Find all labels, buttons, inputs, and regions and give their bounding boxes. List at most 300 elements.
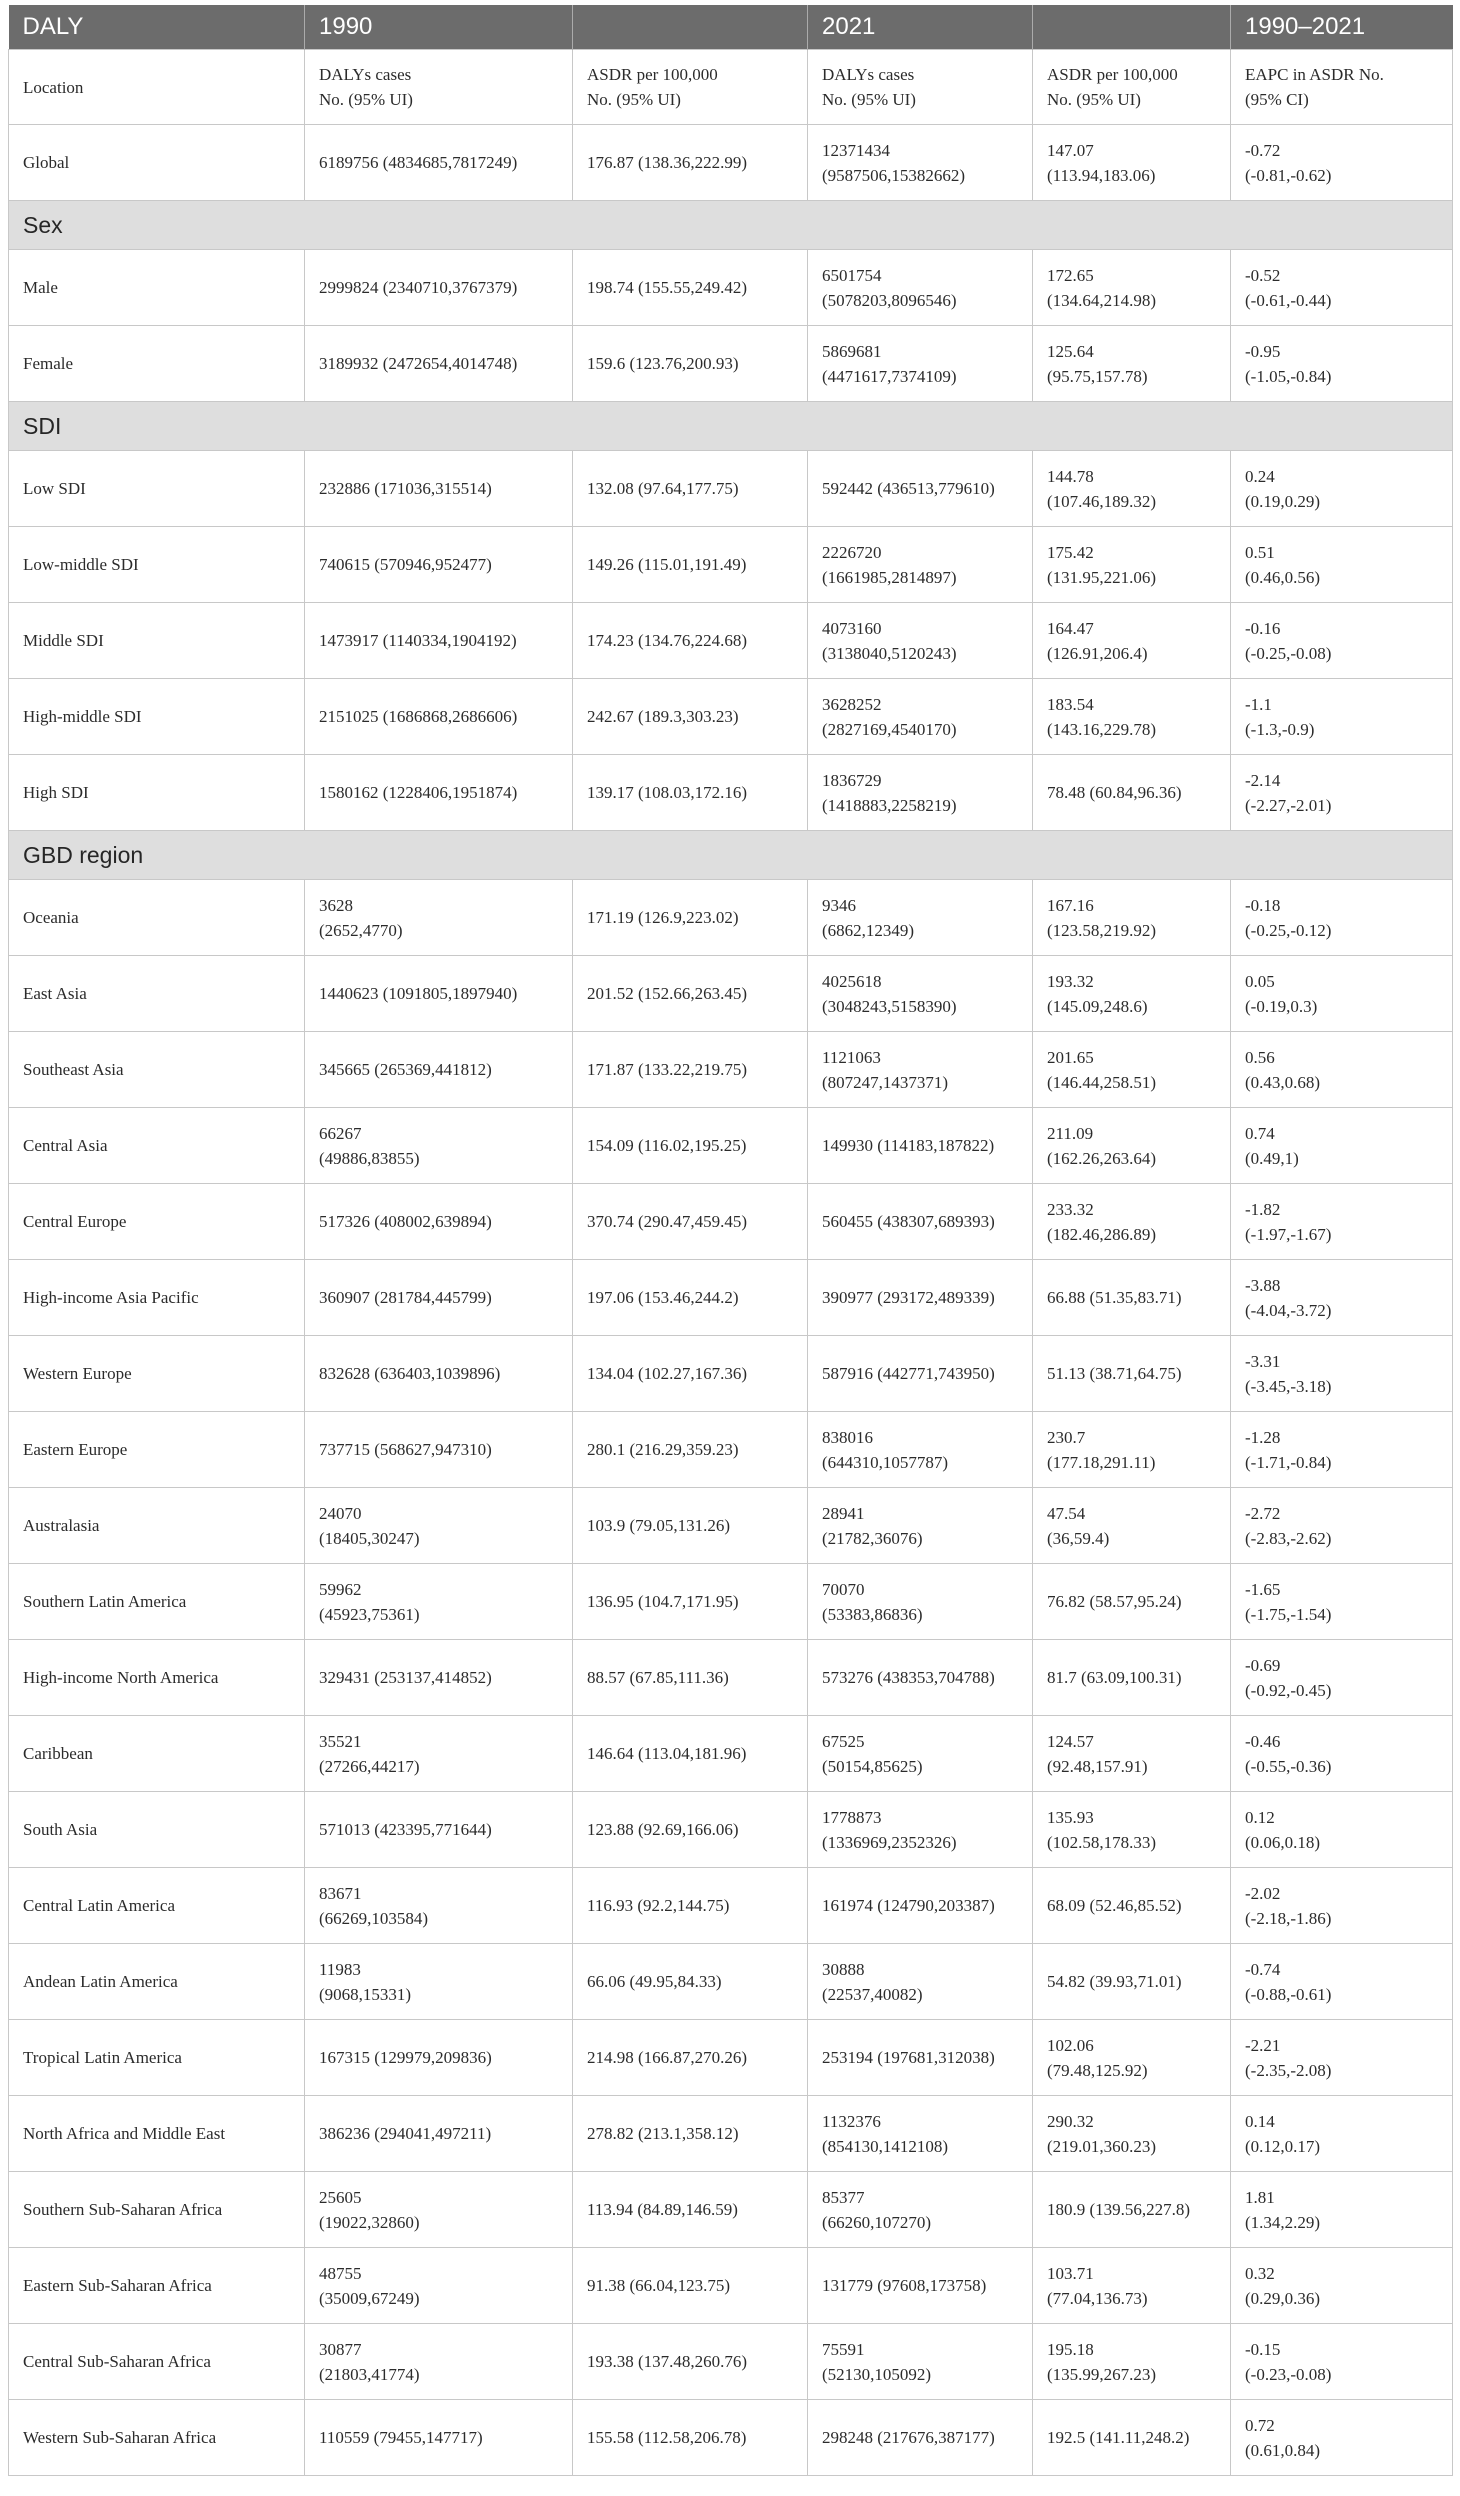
cell-line: 134.04 (102.27,167.36) bbox=[587, 1364, 748, 1383]
cell-dalys-1990 bbox=[305, 1944, 573, 2020]
cell-location bbox=[9, 2400, 305, 2476]
cell-line: Global bbox=[23, 153, 70, 172]
table-row bbox=[9, 679, 1453, 755]
cell-line: (145.09,248.6) bbox=[1047, 996, 1148, 1016]
cell-line: 180.9 (139.56,227.8) bbox=[1047, 2200, 1191, 2219]
cell-line: (146.44,258.51) bbox=[1047, 1072, 1157, 1092]
cell-dalys-2021 bbox=[808, 880, 1033, 956]
cell-eapc bbox=[1231, 1336, 1453, 1412]
cell-eapc bbox=[1231, 2248, 1453, 2324]
column-labels-row bbox=[9, 50, 1453, 125]
cell-dalys-1990 bbox=[305, 1032, 573, 1108]
cell-dalys-2021 bbox=[808, 1336, 1033, 1412]
cell-dalys-1990 bbox=[305, 326, 573, 402]
cell-location bbox=[9, 1488, 305, 1564]
cell-dalys-1990 bbox=[305, 603, 573, 679]
cell-line: -3.31 bbox=[1245, 1351, 1281, 1371]
cell-asdr-2021 bbox=[1033, 2020, 1231, 2096]
cell-line: 214.98 (166.87,270.26) bbox=[587, 2048, 748, 2067]
cell-dalys-2021 bbox=[808, 2248, 1033, 2324]
label-location-text: Location bbox=[23, 77, 84, 97]
cell-line: -0.74 bbox=[1245, 1959, 1281, 1979]
cell-line: 78.48 (60.84,96.36) bbox=[1047, 783, 1182, 802]
cell-line: 838016 bbox=[822, 1427, 873, 1447]
cell-line: 24070 bbox=[319, 1503, 362, 1523]
cell-dalys-1990 bbox=[305, 1336, 573, 1412]
cell-line: 135.93 bbox=[1047, 1807, 1094, 1827]
cell-location bbox=[9, 1184, 305, 1260]
cell-eapc bbox=[1231, 1640, 1453, 1716]
cell-line: 573276 (438353,704788) bbox=[822, 1668, 995, 1687]
cell-eapc bbox=[1231, 1032, 1453, 1108]
cell-asdr-2021 bbox=[1033, 1716, 1231, 1792]
cell-eapc bbox=[1231, 2096, 1453, 2172]
cell-line: 4025618 bbox=[822, 971, 882, 991]
cell-line: (1661985,2814897) bbox=[822, 567, 957, 587]
cell-line: Middle SDI bbox=[23, 631, 104, 650]
cell-line: 81.7 (63.09,100.31) bbox=[1047, 1668, 1182, 1687]
cell-dalys-2021 bbox=[808, 2400, 1033, 2476]
cell-line: 167.16 bbox=[1047, 895, 1094, 915]
cell-line: 11983 bbox=[319, 1959, 361, 1979]
cell-line: (5078203,8096546) bbox=[822, 290, 957, 310]
cell-line: (53383,86836) bbox=[822, 1604, 923, 1624]
cell-dalys-2021 bbox=[808, 2096, 1033, 2172]
cell-line: North Africa and Middle East bbox=[23, 2124, 226, 2143]
cell-line: 587916 (442771,743950) bbox=[822, 1364, 995, 1383]
cell-line: 155.58 (112.58,206.78) bbox=[587, 2428, 747, 2447]
cell-line: Female bbox=[23, 354, 74, 373]
cell-line: (79.48,125.92) bbox=[1047, 2060, 1148, 2080]
table-row bbox=[9, 1716, 1453, 1792]
cell-line: 740615 (570946,952477) bbox=[319, 555, 492, 574]
cell-line: 28941 bbox=[822, 1503, 865, 1523]
cell-line: 560455 (438307,689393) bbox=[822, 1212, 995, 1231]
cell-line: 211.09 bbox=[1047, 1123, 1094, 1143]
table-row bbox=[9, 250, 1453, 326]
cell-dalys-1990 bbox=[305, 1108, 573, 1184]
cell-eapc bbox=[1231, 1260, 1453, 1336]
cell-line: (-4.04,-3.72) bbox=[1245, 1300, 1332, 1320]
cell-line: 167315 (129979,209836) bbox=[319, 2048, 492, 2067]
cell-dalys-2021 bbox=[808, 451, 1033, 527]
cell-line: 66.88 (51.35,83.71) bbox=[1047, 1288, 1182, 1307]
cell-eapc bbox=[1231, 755, 1453, 831]
cell-line: 149930 (114183,187822) bbox=[822, 1136, 995, 1155]
cell-asdr-2021 bbox=[1033, 679, 1231, 755]
cell-dalys-1990 bbox=[305, 527, 573, 603]
cell-line: 149.26 (115.01,191.49) bbox=[587, 555, 747, 574]
cell-line: (807247,1437371) bbox=[822, 1072, 949, 1092]
cell-line: 0.56 bbox=[1245, 1047, 1275, 1067]
cell-line: 3628252 bbox=[822, 694, 882, 714]
cell-line: 192.5 (141.11,248.2) bbox=[1047, 2428, 1190, 2447]
cell-line: (-0.25,-0.08) bbox=[1245, 643, 1332, 663]
section-row bbox=[9, 402, 1453, 451]
cell-eapc bbox=[1231, 2020, 1453, 2096]
cell-line: 233.32 bbox=[1047, 1199, 1094, 1219]
cell-line: (-0.19,0.3) bbox=[1245, 996, 1318, 1016]
cell-line: 30888 bbox=[822, 1959, 865, 1979]
cell-asdr-1990 bbox=[573, 451, 808, 527]
cell-line: (0.29,0.36) bbox=[1245, 2288, 1321, 2308]
cell-asdr-2021 bbox=[1033, 1564, 1231, 1640]
cell-line: Central Sub-Saharan Africa bbox=[23, 2352, 211, 2371]
cell-eapc bbox=[1231, 2172, 1453, 2248]
cell-location bbox=[9, 1640, 305, 1716]
label-asdr-1990 bbox=[573, 50, 808, 125]
cell-line: -0.16 bbox=[1245, 618, 1281, 638]
cell-dalys-2021 bbox=[808, 326, 1033, 402]
cell-line: 592442 (436513,779610) bbox=[822, 479, 995, 498]
cell-dalys-2021 bbox=[808, 2324, 1033, 2400]
cell-line: (36,59.4) bbox=[1047, 1528, 1110, 1548]
cell-dalys-2021 bbox=[808, 250, 1033, 326]
cell-line: 132.08 (97.64,177.75) bbox=[587, 479, 739, 498]
cell-line: 0.51 bbox=[1245, 542, 1275, 562]
label-asdr-2021 bbox=[1033, 50, 1231, 125]
cell-line: Low SDI bbox=[23, 479, 86, 498]
cell-location bbox=[9, 956, 305, 1032]
cell-line: (-3.45,-3.18) bbox=[1245, 1376, 1332, 1396]
cell-asdr-1990 bbox=[573, 125, 808, 201]
cell-asdr-2021 bbox=[1033, 1640, 1231, 1716]
cell-eapc bbox=[1231, 1792, 1453, 1868]
table-row bbox=[9, 880, 1453, 956]
cell-asdr-1990 bbox=[573, 679, 808, 755]
cell-eapc bbox=[1231, 250, 1453, 326]
cell-asdr-1990 bbox=[573, 1868, 808, 1944]
cell-line: 253194 (197681,312038) bbox=[822, 2048, 995, 2067]
cell-line: Australasia bbox=[23, 1516, 100, 1535]
cell-dalys-1990 bbox=[305, 1564, 573, 1640]
cell-asdr-1990 bbox=[573, 1488, 808, 1564]
cell-location bbox=[9, 2020, 305, 2096]
cell-location bbox=[9, 679, 305, 755]
cell-line: Tropical Latin America bbox=[23, 2048, 182, 2067]
cell-line: 2226720 bbox=[822, 542, 882, 562]
cell-line: (9068,15331) bbox=[319, 1984, 412, 2004]
cell-asdr-2021 bbox=[1033, 1260, 1231, 1336]
cell-asdr-1990 bbox=[573, 2172, 808, 2248]
cell-location bbox=[9, 125, 305, 201]
cell-dalys-2021 bbox=[808, 1716, 1033, 1792]
cell-asdr-2021 bbox=[1033, 880, 1231, 956]
cell-line: 75591 bbox=[822, 2339, 865, 2359]
cell-asdr-2021 bbox=[1033, 2172, 1231, 2248]
cell-line: 147.07 bbox=[1047, 140, 1094, 160]
cell-line: 66.06 (49.95,84.33) bbox=[587, 1972, 722, 1991]
cell-dalys-1990 bbox=[305, 2400, 573, 2476]
table-row bbox=[9, 2096, 1453, 2172]
cell-line: (644310,1057787) bbox=[822, 1452, 949, 1472]
cell-line: 1473917 (1140334,1904192) bbox=[319, 631, 517, 650]
cell-location bbox=[9, 603, 305, 679]
cell-line: High SDI bbox=[23, 783, 89, 802]
cell-line: (9587506,15382662) bbox=[822, 165, 966, 185]
cell-line: (0.61,0.84) bbox=[1245, 2440, 1321, 2460]
cell-dalys-1990 bbox=[305, 1640, 573, 1716]
cell-asdr-1990 bbox=[573, 1716, 808, 1792]
cell-line: 197.06 (153.46,244.2) bbox=[587, 1288, 739, 1307]
cell-line: (45923,75361) bbox=[319, 1604, 420, 1624]
cell-line: (143.16,229.78) bbox=[1047, 719, 1157, 739]
cell-line: (1.34,2.29) bbox=[1245, 2212, 1321, 2232]
cell-location bbox=[9, 326, 305, 402]
cell-line: 136.95 (104.7,171.95) bbox=[587, 1592, 739, 1611]
cell-line: (134.64,214.98) bbox=[1047, 290, 1157, 310]
table-row bbox=[9, 451, 1453, 527]
cell-line: 103.9 (79.05,131.26) bbox=[587, 1516, 731, 1535]
cell-line: (-0.25,-0.12) bbox=[1245, 920, 1332, 940]
cell-asdr-1990 bbox=[573, 603, 808, 679]
cell-line: Central Europe bbox=[23, 1212, 127, 1231]
cell-asdr-1990 bbox=[573, 2324, 808, 2400]
cell-line: Southern Latin America bbox=[23, 1592, 187, 1611]
cell-line: 345665 (265369,441812) bbox=[319, 1060, 492, 1079]
cell-eapc bbox=[1231, 1108, 1453, 1184]
cell-line: (2827169,4540170) bbox=[822, 719, 957, 739]
cell-line: (92.48,157.91) bbox=[1047, 1756, 1148, 1776]
cell-line: -1.82 bbox=[1245, 1199, 1281, 1219]
cell-dalys-2021 bbox=[808, 679, 1033, 755]
cell-line: 48755 bbox=[319, 2263, 362, 2283]
cell-asdr-1990 bbox=[573, 1108, 808, 1184]
cell-asdr-2021 bbox=[1033, 956, 1231, 1032]
cell-line: (3138040,5120243) bbox=[822, 643, 957, 663]
cell-asdr-1990 bbox=[573, 1336, 808, 1412]
cell-line: (52130,105092) bbox=[822, 2364, 932, 2384]
cell-line: (77.04,136.73) bbox=[1047, 2288, 1148, 2308]
cell-line: 154.09 (116.02,195.25) bbox=[587, 1136, 747, 1155]
cell-location bbox=[9, 2324, 305, 2400]
cell-asdr-1990 bbox=[573, 250, 808, 326]
cell-dalys-2021 bbox=[808, 1640, 1033, 1716]
cell-line: 198.74 (155.55,249.42) bbox=[587, 278, 748, 297]
label-line: No. (95% UI) bbox=[587, 90, 681, 109]
cell-dalys-1990 bbox=[305, 2020, 573, 2096]
cell-asdr-1990 bbox=[573, 2096, 808, 2172]
cell-line: 66267 bbox=[319, 1123, 362, 1143]
cell-line: 161974 (124790,203387) bbox=[822, 1896, 995, 1915]
cell-dalys-2021 bbox=[808, 527, 1033, 603]
cell-line: 25605 bbox=[319, 2187, 362, 2207]
cell-asdr-2021 bbox=[1033, 1032, 1231, 1108]
cell-line: (2652,4770) bbox=[319, 920, 403, 940]
cell-line: High-middle SDI bbox=[23, 707, 142, 726]
cell-dalys-1990 bbox=[305, 250, 573, 326]
cell-line: (0.46,0.56) bbox=[1245, 567, 1321, 587]
cell-line: (162.26,263.64) bbox=[1047, 1148, 1157, 1168]
cell-line: (113.94,183.06) bbox=[1047, 165, 1156, 185]
cell-line: (1418883,2258219) bbox=[822, 795, 957, 815]
cell-line: Central Asia bbox=[23, 1136, 108, 1155]
cell-line: Southeast Asia bbox=[23, 1060, 124, 1079]
cell-line: 298248 (217676,387177) bbox=[822, 2428, 995, 2447]
label-line: (95% CI) bbox=[1245, 90, 1309, 109]
cell-dalys-2021 bbox=[808, 1868, 1033, 1944]
cell-line: 9346 bbox=[822, 895, 856, 915]
table-row bbox=[9, 755, 1453, 831]
cell-dalys-1990 bbox=[305, 2172, 573, 2248]
cell-line: 201.65 bbox=[1047, 1047, 1094, 1067]
table-row bbox=[9, 1488, 1453, 1564]
cell-dalys-1990 bbox=[305, 125, 573, 201]
cell-line: 54.82 (39.93,71.01) bbox=[1047, 1972, 1182, 1991]
cell-line: (22537,40082) bbox=[822, 1984, 923, 2004]
cell-asdr-2021 bbox=[1033, 1792, 1231, 1868]
cell-asdr-2021 bbox=[1033, 1108, 1231, 1184]
cell-line: (135.99,267.23) bbox=[1047, 2364, 1157, 2384]
label-line: ASDR per 100,000 bbox=[1047, 65, 1178, 84]
cell-location bbox=[9, 1260, 305, 1336]
cell-line: 59962 bbox=[319, 1579, 362, 1599]
cell-line: (0.12,0.17) bbox=[1245, 2136, 1321, 2156]
cell-dalys-2021 bbox=[808, 1184, 1033, 1260]
cell-location bbox=[9, 250, 305, 326]
cell-line: (18405,30247) bbox=[319, 1528, 420, 1548]
cell-line: (4471617,7374109) bbox=[822, 366, 957, 386]
cell-asdr-2021 bbox=[1033, 1412, 1231, 1488]
label-line: No. (95% UI) bbox=[319, 90, 413, 109]
cell-line: (1336969,2352326) bbox=[822, 1832, 957, 1852]
cell-line: 1132376 bbox=[822, 2111, 881, 2131]
cell-asdr-1990 bbox=[573, 2400, 808, 2476]
cell-eapc bbox=[1231, 2324, 1453, 2400]
cell-line: (21782,36076) bbox=[822, 1528, 923, 1548]
cell-location bbox=[9, 1944, 305, 2020]
cell-line: Male bbox=[23, 278, 58, 297]
cell-line: Southern Sub-Saharan Africa bbox=[23, 2200, 223, 2219]
cell-line: 242.67 (189.3,303.23) bbox=[587, 707, 739, 726]
cell-line: -0.69 bbox=[1245, 1655, 1281, 1675]
cell-line: (126.91,206.4) bbox=[1047, 643, 1148, 663]
cell-eapc bbox=[1231, 1564, 1453, 1640]
cell-line: (-0.88,-0.61) bbox=[1245, 1984, 1332, 2004]
cell-line: 0.72 bbox=[1245, 2415, 1275, 2435]
table-row bbox=[9, 1640, 1453, 1716]
cell-line: -0.46 bbox=[1245, 1731, 1281, 1751]
cell-line: East Asia bbox=[23, 984, 87, 1003]
cell-line: 832628 (636403,1039896) bbox=[319, 1364, 501, 1383]
cell-asdr-1990 bbox=[573, 2020, 808, 2096]
cell-line: 0.24 bbox=[1245, 466, 1275, 486]
cell-line: (182.46,286.89) bbox=[1047, 1224, 1157, 1244]
cell-line: -2.72 bbox=[1245, 1503, 1281, 1523]
cell-line: (-2.35,-2.08) bbox=[1245, 2060, 1332, 2080]
cell-line: 103.71 bbox=[1047, 2263, 1094, 2283]
cell-line: South Asia bbox=[23, 1820, 98, 1839]
cell-line: (-0.23,-0.08) bbox=[1245, 2364, 1332, 2384]
cell-asdr-2021 bbox=[1033, 1944, 1231, 2020]
cell-line: (-1.97,-1.67) bbox=[1245, 1224, 1332, 1244]
cell-asdr-1990 bbox=[573, 1032, 808, 1108]
cell-line: Central Latin America bbox=[23, 1896, 175, 1915]
cell-line: (219.01,360.23) bbox=[1047, 2136, 1157, 2156]
cell-line: Eastern Sub-Saharan Africa bbox=[23, 2276, 212, 2295]
cell-line: 737715 (568627,947310) bbox=[319, 1440, 492, 1459]
table-row bbox=[9, 2400, 1453, 2476]
cell-line: (-1.05,-0.84) bbox=[1245, 366, 1332, 386]
cell-line: 193.38 (137.48,260.76) bbox=[587, 2352, 748, 2371]
cell-asdr-1990 bbox=[573, 755, 808, 831]
table-row bbox=[9, 1868, 1453, 1944]
cell-line: 110559 (79455,147717) bbox=[319, 2428, 483, 2447]
cell-line: 164.47 bbox=[1047, 618, 1094, 638]
cell-line: 1580162 (1228406,1951874) bbox=[319, 783, 518, 802]
cell-dalys-2021 bbox=[808, 603, 1033, 679]
cell-dalys-2021 bbox=[808, 1792, 1033, 1868]
cell-line: 571013 (423395,771644) bbox=[319, 1820, 492, 1839]
table-row bbox=[9, 2248, 1453, 2324]
cell-line: 517326 (408002,639894) bbox=[319, 1212, 492, 1231]
cell-line: (-2.18,-1.86) bbox=[1245, 1908, 1332, 1928]
cell-line: (-1.3,-0.9) bbox=[1245, 719, 1315, 739]
cell-line: 35521 bbox=[319, 1731, 362, 1751]
cell-line: 2999824 (2340710,3767379) bbox=[319, 278, 518, 297]
cell-line: (0.19,0.29) bbox=[1245, 491, 1321, 511]
cell-line: (21803,41774) bbox=[319, 2364, 420, 2384]
header-row bbox=[9, 5, 1453, 50]
cell-dalys-1990 bbox=[305, 956, 573, 1032]
cell-dalys-1990 bbox=[305, 1184, 573, 1260]
cell-location bbox=[9, 1108, 305, 1184]
cell-location bbox=[9, 1412, 305, 1488]
cell-asdr-2021 bbox=[1033, 451, 1231, 527]
cell-line: -0.95 bbox=[1245, 341, 1281, 361]
cell-line: (19022,32860) bbox=[319, 2212, 420, 2232]
cell-dalys-2021 bbox=[808, 755, 1033, 831]
table-row bbox=[9, 1564, 1453, 1640]
label-line: DALYs cases bbox=[822, 65, 915, 84]
cell-line: 0.14 bbox=[1245, 2111, 1275, 2131]
cell-location bbox=[9, 2096, 305, 2172]
cell-line: 85377 bbox=[822, 2187, 865, 2207]
header-blank-1 bbox=[573, 5, 808, 50]
cell-line: (-0.55,-0.36) bbox=[1245, 1756, 1332, 1776]
cell-line: (177.18,291.11) bbox=[1047, 1452, 1156, 1472]
cell-eapc bbox=[1231, 1944, 1453, 2020]
cell-eapc bbox=[1231, 1412, 1453, 1488]
cell-line: 144.78 bbox=[1047, 466, 1094, 486]
cell-asdr-1990 bbox=[573, 956, 808, 1032]
cell-line: (-2.83,-2.62) bbox=[1245, 1528, 1332, 1548]
cell-line: High-income Asia Pacific bbox=[23, 1288, 199, 1307]
table-row bbox=[9, 1336, 1453, 1412]
cell-line: -1.1 bbox=[1245, 694, 1272, 714]
cell-line: 1121063 bbox=[822, 1047, 881, 1067]
table-row bbox=[9, 125, 1453, 201]
table-row bbox=[9, 2172, 1453, 2248]
cell-line: 6501754 bbox=[822, 265, 882, 285]
cell-line: -1.28 bbox=[1245, 1427, 1281, 1447]
cell-dalys-1990 bbox=[305, 1260, 573, 1336]
cell-asdr-1990 bbox=[573, 1184, 808, 1260]
table-row bbox=[9, 527, 1453, 603]
cell-line: Western Sub-Saharan Africa bbox=[23, 2428, 217, 2447]
cell-location bbox=[9, 1716, 305, 1792]
cell-location bbox=[9, 2248, 305, 2324]
cell-eapc bbox=[1231, 451, 1453, 527]
cell-location bbox=[9, 451, 305, 527]
cell-dalys-2021 bbox=[808, 956, 1033, 1032]
cell-location bbox=[9, 1336, 305, 1412]
cell-asdr-2021 bbox=[1033, 1336, 1231, 1412]
header-daly: DALY bbox=[9, 5, 305, 50]
cell-line: 386236 (294041,497211) bbox=[319, 2124, 492, 2143]
cell-line: 76.82 (58.57,95.24) bbox=[1047, 1592, 1182, 1611]
cell-asdr-1990 bbox=[573, 1260, 808, 1336]
